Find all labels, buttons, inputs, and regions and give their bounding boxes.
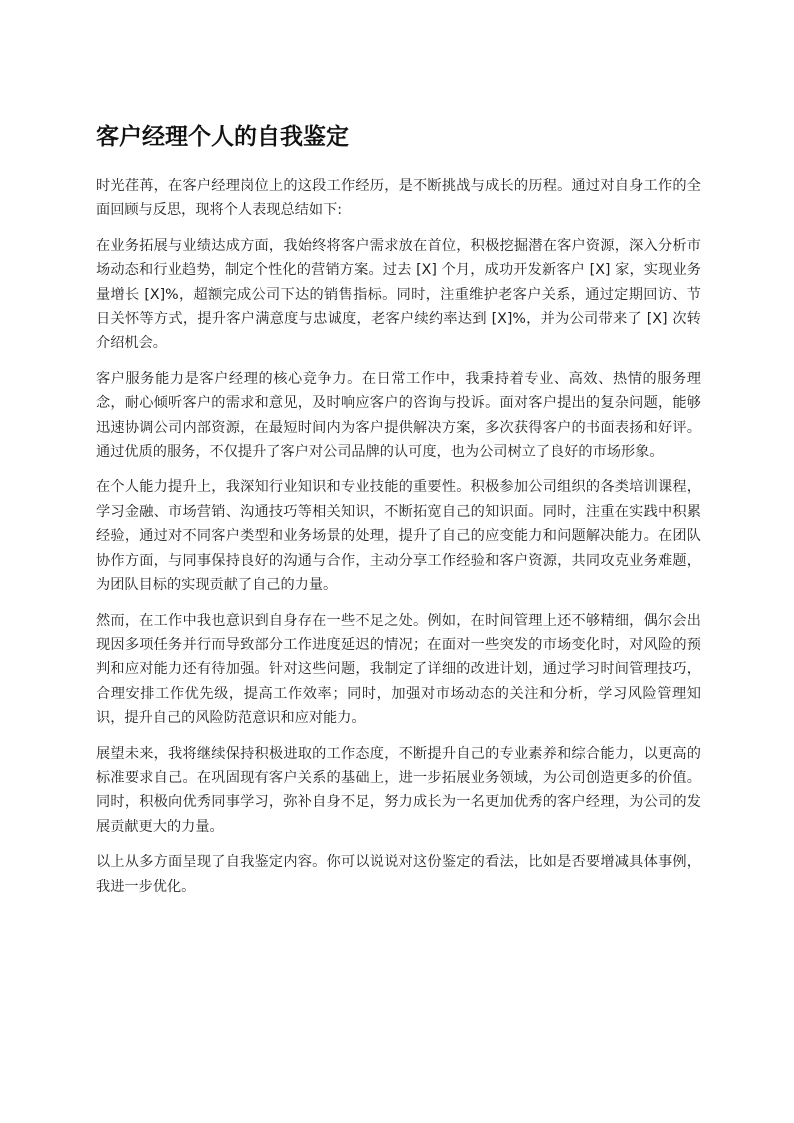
paragraph-intro: 时光荏苒，在客户经理岗位上的这段工作经历，是不断挑战与成长的历程。通过对自身工作的全面回顾与反思，现将个人表现总结如下: (96, 178, 701, 219)
paragraph-customer-service: 客户服务能力是客户经理的核心竞争力。在日常工作中，我秉持着专业、高效、热情的服务理念，耐心倾听客户的需求和意见，及时响应客户的咨询与投诉。面对客户提出的复杂问题，能够迅速协调公司内部资源，在最短时间内为客户提供解决方案，多次获得客户的书面表扬和好评。通过优质的服务，不仅提升了客户对公司品牌的认可度，也为公司树立了良好的市场形象。 (96, 370, 701, 461)
paragraph-closing-note: 以上从多方面呈现了自我鉴定内容。你可以说说对这份鉴定的看法，比如是否要增减具体事例，我进一步优化。 (96, 854, 701, 895)
paragraph-shortcomings: 然而，在工作中我也意识到自身存在一些不足之处。例如，在时间管理上还不够精细，偶尔会出现因多项任务并行而导致部分工作进度延迟的情况；在面对一些突发的市场变化时，对风险的预判和应对能力还有待加强。针对这些问题，我制定了详细的改进计划，通过学习时间管理技巧，合理安排工作优先级，提高工作效率；同时，加强对市场动态的关注和分析，学习风险管理知识，提升自己的风险防范意识和应对能力。 (96, 612, 701, 727)
document-page (96, 118, 701, 910)
paragraph-business-performance: 在业务拓展与业绩达成方面，我始终将客户需求放在首位，积极挖掘潜在客户资源，深入分析市场动态和行业趋势，制定个性化的营销方案。过去 [X] 个月，成功开发新客户 [X] 家，实现业务量增长 [X]%，超额完成公司下达的销售指标。同时，注重维护老客户关系，通过定期回访、节日关怀等方式，提升客户满意度与忠诚度，老客户续约率达到 [X]%，并为公司带来了 [X] 次转介绍机会。 (96, 237, 701, 352)
document-title: 客户经理个人的自我鉴定 (96, 124, 349, 150)
paragraph-ability-improvement: 在个人能力提升上，我深知行业知识和专业技能的重要性。积极参加公司组织的各类培训课程，学习金融、市场营销、沟通技巧等相关知识，不断拓宽自己的知识面。同时，注重在实践中积累经验，通过对不同客户类型和业务场景的处理，提升了自己的应变能力和问题解决能力。在团队协作方面，与同事保持良好的沟通与合作，主动分享工作经验和客户资源，共同攻克业务难题，为团队目标的实现贡献了自己的力量。 (96, 479, 701, 594)
paragraph-outlook: 展望未来，我将继续保持积极进取的工作态度，不断提升自己的专业素养和综合能力，以更高的标准要求自己。在巩固现有客户关系的基础上，进一步拓展业务领域，为公司创造更多的价值。同时，积极向优秀同事学习，弥补自身不足，努力成长为一名更加优秀的客户经理，为公司的发展贡献更大的力量。 (96, 745, 701, 835)
